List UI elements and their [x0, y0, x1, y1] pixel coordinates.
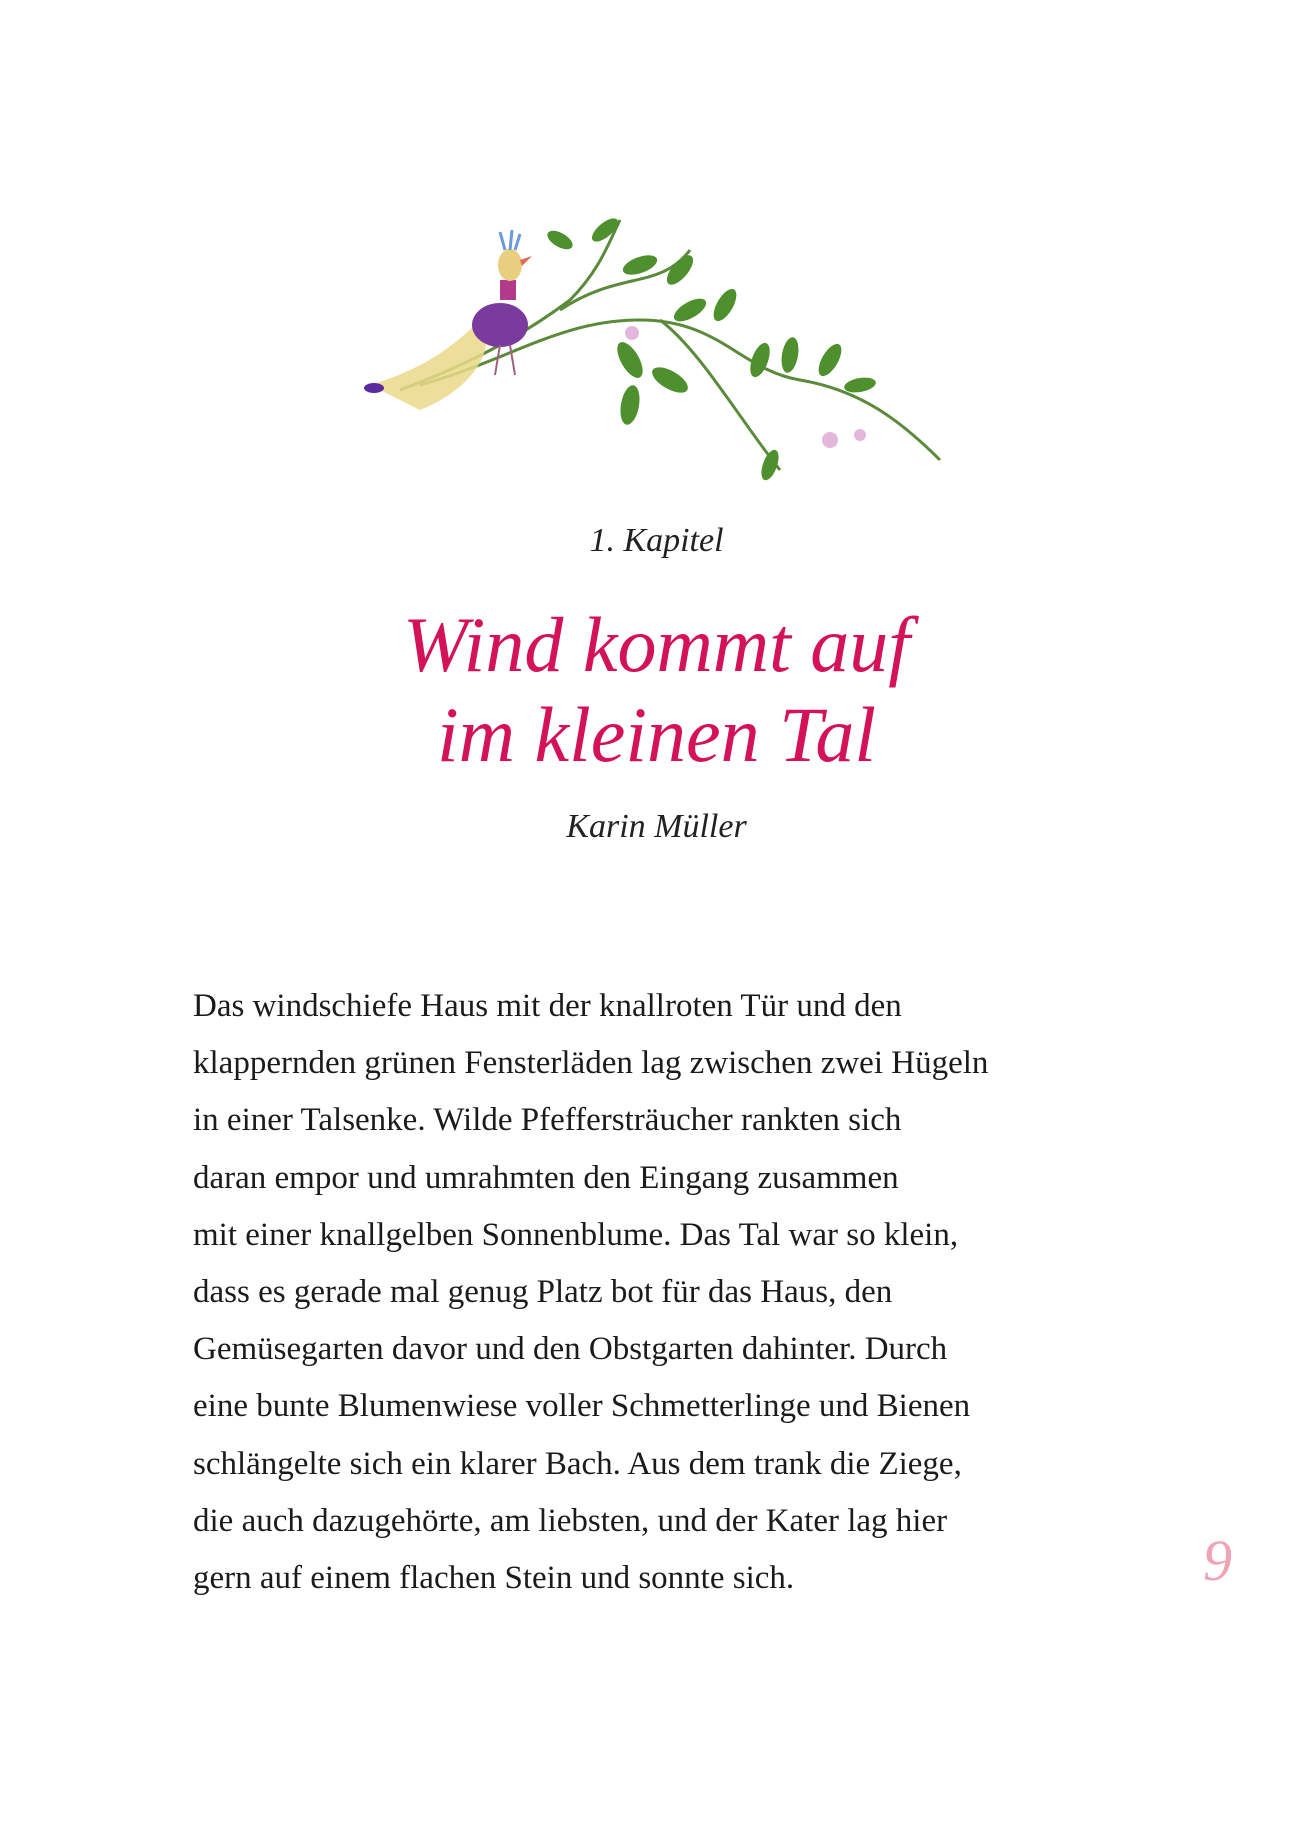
chapter-title-line: im kleinen Tal: [436, 691, 877, 778]
text-line: eine bunte Blumenwiese voller Schmetterlinge und Bienen: [193, 1388, 971, 1425]
text-line: in einer Talsenke. Wilde Pfeffersträucher rankten sich: [193, 1102, 902, 1139]
text-line: daran empor und umrahmten den Eingang zusammen: [193, 1159, 899, 1196]
text-line: klappernden grünen Fensterläden lag zwischen zwei Hügeln: [193, 1045, 989, 1082]
author-name: Karin Müller: [566, 808, 747, 845]
text-line: schlängelte sich ein klarer Bach. Aus dem trank die Ziege,: [193, 1445, 962, 1482]
text-line: gern auf einem flachen Stein und sonnte sich.: [193, 1560, 795, 1597]
bird-on-vine-illustration: [360, 210, 960, 500]
text-line: Gemüsegarten davor und den Obstgarten dahinter. Durch: [193, 1331, 948, 1368]
text-line: mit einer knallgelben Sonnenblume. Das Tal war so klein,: [193, 1216, 959, 1253]
page-number: 9: [1203, 1528, 1232, 1593]
chapter-title: [0, 600, 1300, 780]
body-text: [193, 978, 1133, 1607]
chapter-label: 1. Kapitel: [589, 522, 724, 559]
bird-icon: [364, 230, 532, 410]
chapter-title-line: Wind kommt auf: [403, 601, 910, 688]
text-line: die auch dazugehörte, am liebsten, und der Kater lag hier: [193, 1502, 948, 1539]
text-line: Das windschiefe Haus mit der knallroten Tür und den: [193, 988, 902, 1024]
text-line: dass es gerade mal genug Platz bot für das Haus, den: [193, 1274, 893, 1311]
